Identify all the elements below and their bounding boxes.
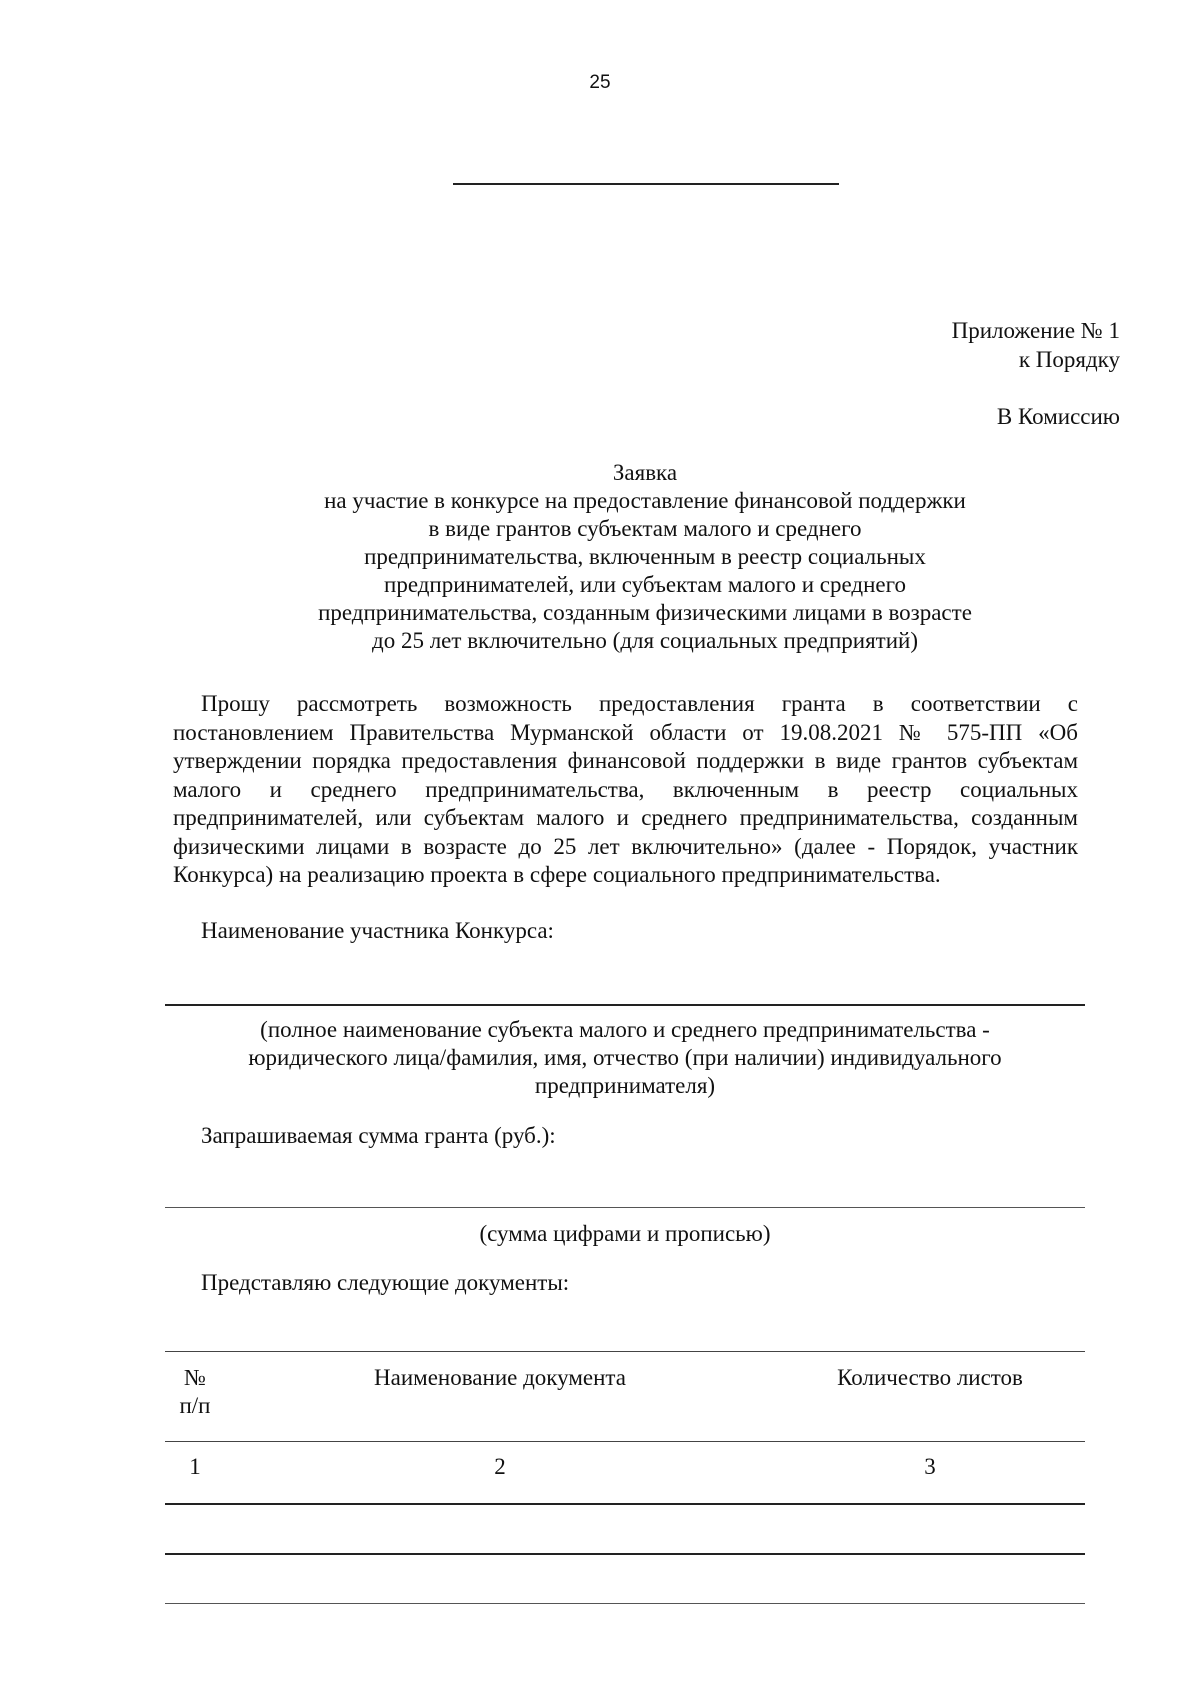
table-header-row: [165, 1352, 1085, 1442]
title-line: предпринимательства, включенным в реестр социальных: [364, 544, 926, 569]
column-number-cell: 3: [775, 1442, 1085, 1505]
request-paragraph: Прошу рассмотреть возможность предоставления гранта в соответствии с постановлением Правительства Мурманской области от 19.08.2021 № 575-ПП «Об утверждении порядка предоставления финансовой поддержки в виде грантов субъектам малого и среднего предпринимательства, включенным в реестр социальных предпринимателей, или субъектам малого и среднего предпринимательства, созданным физическими лицами в возрасте до 25 лет включительно» (далее - Порядок, участник Конкурса) на реализацию проекта в сфере социального предпринимательства.: [173, 691, 1078, 887]
addressee: В Комиссию: [996, 404, 1120, 429]
table-cell[interactable]: [165, 1504, 225, 1554]
header-divider: [453, 183, 839, 185]
title-line: Заявка: [612, 460, 678, 485]
page-number: 25: [589, 72, 611, 93]
column-number-cell: 1: [165, 1442, 225, 1505]
amount-caption: (сумма цифрами и прописью): [479, 1221, 771, 1246]
header-num-abbr: п/п: [179, 1393, 211, 1418]
participant-label: Наименование участника Конкурса:: [201, 918, 554, 943]
header-num: [165, 1352, 225, 1442]
title-line: до 25 лет включительно (для социальных предприятий): [372, 628, 918, 653]
header-sheet-count: Количество листов: [775, 1352, 1085, 1442]
table-cell[interactable]: [225, 1504, 775, 1554]
appendix-reference: [952, 316, 1120, 374]
appendix-order-ref: к Порядку: [1018, 347, 1120, 372]
table-cell[interactable]: [165, 1554, 225, 1604]
table-row[interactable]: [165, 1554, 1085, 1604]
title-line: предпринимательства, созданным физическими лицами в возрасте: [318, 600, 972, 625]
title-line: на участие в конкурсе на предоставление финансовой поддержки: [324, 488, 966, 513]
caption-line: юридического лица/фамилия, имя, отчество (при наличии) индивидуального: [248, 1045, 1002, 1070]
participant-caption: [165, 1016, 1085, 1100]
header-num-symbol: №: [184, 1365, 206, 1390]
caption-line: предпринимателя): [534, 1073, 716, 1098]
documents-table: [165, 1351, 1085, 1604]
caption-line: (полное наименование субъекта малого и среднего предпринимательства -: [260, 1017, 990, 1042]
documents-label: Представляю следующие документы:: [201, 1270, 570, 1295]
table-cell[interactable]: [225, 1554, 775, 1604]
table-row[interactable]: [165, 1504, 1085, 1554]
participant-name-field[interactable]: [165, 1004, 1085, 1006]
table-cell[interactable]: [775, 1504, 1085, 1554]
title-line: в виде грантов субъектам малого и среднего: [428, 516, 862, 541]
grant-amount-field[interactable]: [165, 1207, 1085, 1208]
table-column-numbers-row: [165, 1442, 1085, 1505]
header-document-name: Наименование документа: [225, 1352, 775, 1442]
column-number-cell: 2: [225, 1442, 775, 1505]
table-cell[interactable]: [775, 1554, 1085, 1604]
appendix-number: Приложение № 1: [951, 318, 1120, 343]
document-title: [280, 459, 1010, 655]
title-line: предпринимателей, или субъектам малого и среднего: [384, 572, 906, 597]
amount-label: Запрашиваемая сумма гранта (руб.):: [201, 1123, 556, 1148]
